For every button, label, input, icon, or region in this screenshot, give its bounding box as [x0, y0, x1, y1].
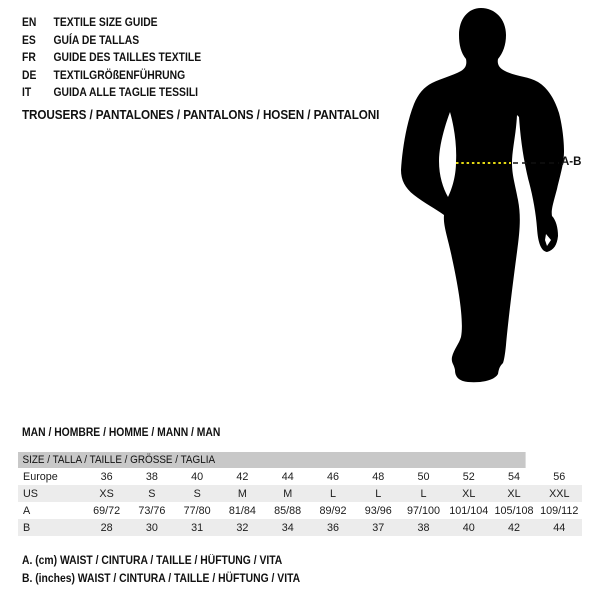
- language-row: [22, 68, 201, 86]
- cell: 105/108: [494, 504, 534, 517]
- language-row: [22, 33, 201, 51]
- cell: 38: [417, 521, 430, 534]
- cell: 50: [417, 470, 430, 483]
- cell: XS: [99, 487, 114, 500]
- cell: 93/96: [364, 504, 392, 517]
- man-silhouette-figure: [395, 0, 595, 400]
- cell: M: [283, 487, 293, 500]
- language-row: [22, 50, 201, 68]
- cell: 77/80: [183, 504, 211, 517]
- cell: M: [237, 487, 247, 500]
- cell: 37: [372, 521, 385, 534]
- cell: 40: [462, 521, 475, 534]
- cell: 85/88: [274, 504, 302, 517]
- garment-title: TROUSERS / PANTALONES / PANTALONS / HOSEN / PANTALONI: [22, 107, 380, 122]
- cell: 54: [508, 470, 521, 483]
- footnotes: [22, 552, 300, 588]
- cell: XXL: [549, 487, 570, 500]
- cell: 40: [191, 470, 204, 483]
- cell: 31: [191, 521, 204, 534]
- cell: XL: [507, 487, 521, 500]
- language-label: GUIDE DES TAILLES TEXTILE: [53, 52, 202, 65]
- footnote-b: B. (inches) WAIST / CINTURA / TAILLE / HÜFTUNG / VITA: [22, 573, 301, 585]
- table-row: [18, 502, 582, 519]
- cell: 52: [462, 470, 475, 483]
- language-code: DE: [22, 69, 37, 82]
- man-silhouette: [401, 8, 564, 382]
- cell: 69/72: [93, 504, 121, 517]
- cell: 44: [553, 521, 566, 534]
- cell: 32: [236, 521, 249, 534]
- language-list: [22, 15, 201, 103]
- language-code: ES: [22, 34, 36, 47]
- cell: 28: [100, 521, 113, 534]
- cell: 38: [145, 470, 158, 483]
- language-row: [22, 15, 201, 33]
- language-label: GUÍA DE TALLAS: [53, 34, 140, 47]
- cell: 42: [236, 470, 249, 483]
- cell: 48: [372, 470, 385, 483]
- table-row: [18, 519, 582, 536]
- cell: S: [193, 487, 201, 500]
- language-row: [22, 85, 201, 103]
- footnote-a: A. (cm) WAIST / CINTURA / TAILLE / HÜFTUNG / VITA: [22, 555, 283, 567]
- size-table: [18, 452, 582, 536]
- cell: 97/100: [406, 504, 440, 517]
- size-table-body: [18, 468, 582, 536]
- cell: S: [148, 487, 156, 500]
- row-label: B: [23, 521, 31, 534]
- language-code: EN: [22, 17, 37, 29]
- language-label: TEXTILE SIZE GUIDE: [53, 17, 158, 29]
- cell: XL: [462, 487, 476, 500]
- cell: L: [375, 487, 382, 500]
- row-label: A: [23, 504, 31, 517]
- row-label: Europe: [23, 470, 58, 483]
- table-row: [18, 485, 582, 502]
- cell: 36: [326, 521, 339, 534]
- cell: 89/92: [319, 504, 347, 517]
- cell: 34: [281, 521, 294, 534]
- language-code: IT: [22, 87, 32, 100]
- language-code: FR: [22, 52, 36, 65]
- cell: 46: [326, 470, 339, 483]
- cell: 42: [508, 521, 521, 534]
- cell: L: [329, 487, 336, 500]
- cell: L: [420, 487, 427, 500]
- cell: 36: [100, 470, 113, 483]
- cell: 109/112: [540, 504, 579, 517]
- cell: 44: [281, 470, 294, 483]
- language-label: GUIDA ALLE TAGLIE TESSILI: [53, 87, 199, 100]
- section-title-man: MAN / HOMBRE / HOMME / MANN / MAN: [22, 427, 221, 439]
- size-table-header: SIZE / TALLA / TAILLE / GRÖSSE / TAGLIA: [18, 452, 526, 468]
- cell: 30: [145, 521, 158, 534]
- row-label: US: [23, 487, 38, 500]
- language-label: TEXTILGRÖßENFÜHRUNG: [53, 69, 186, 82]
- measure-label-ab: A-B: [561, 156, 582, 168]
- cell: 81/84: [228, 504, 256, 517]
- cell: 101/104: [449, 504, 489, 517]
- cell: 56: [553, 470, 566, 483]
- cell: 73/76: [138, 504, 166, 517]
- table-row: [18, 468, 582, 485]
